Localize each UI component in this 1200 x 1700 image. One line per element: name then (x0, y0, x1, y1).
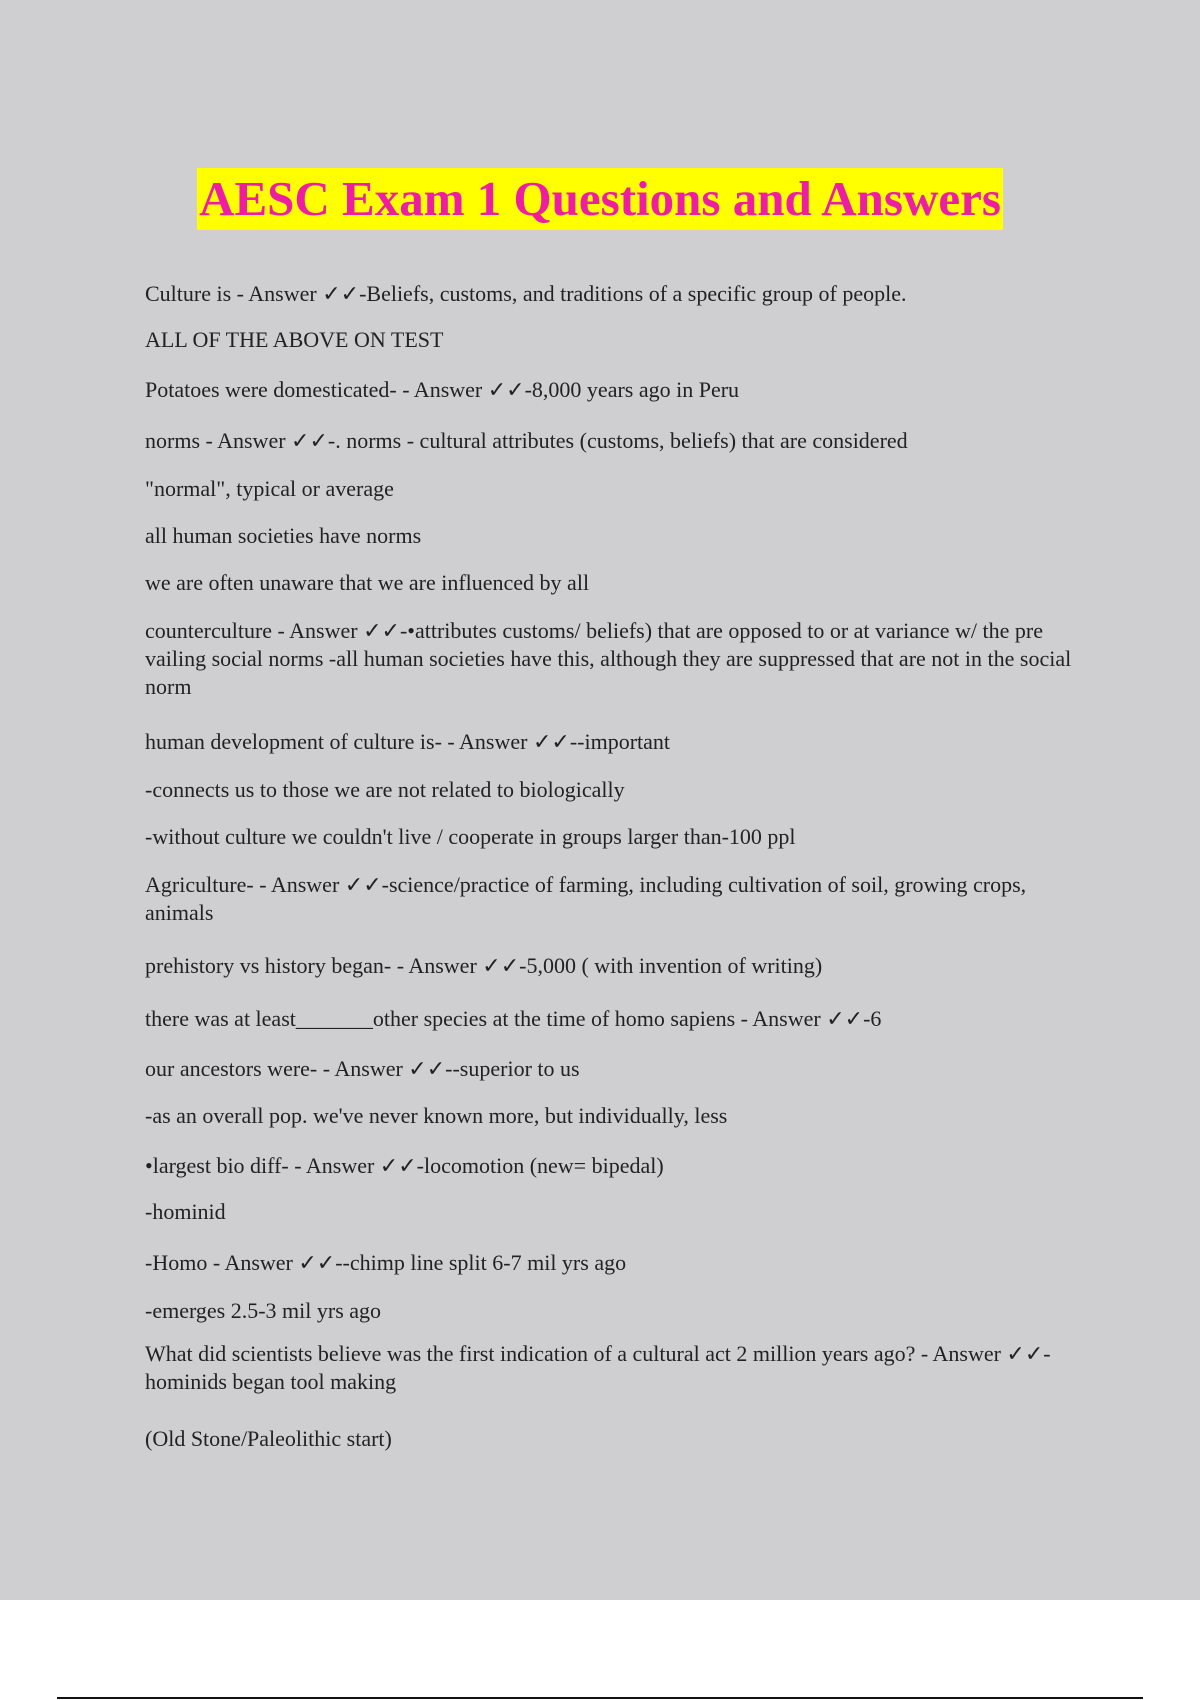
text-line-emerges: -emerges 2.5-3 mil yrs ago (145, 1298, 382, 1323)
text-line-without-culture: -without culture we couldn't live / cooperate in groups larger than-100 ppl (145, 824, 796, 849)
text-line-all-above: ALL OF THE ABOVE ON TEST (145, 327, 444, 352)
text-line-connects: -connects us to those we are not related to biologically (145, 777, 625, 802)
text-line-agriculture: Agriculture- - Answer ✓✓-science/practice of farming, including cultivation of soil, growing crops, animals (145, 872, 1027, 925)
text-line-homo: -Homo - Answer ✓✓--chimp line split 6-7 mil yrs ago (145, 1250, 627, 1275)
text-line-counterculture: counterculture - Answer ✓✓-•attributes customs/ beliefs) that are opposed to or at variance w/ the pre vailing social norms -all human societies have this, although they are suppressed that are not in the social norm (145, 618, 1072, 699)
document-title: AESC Exam 1 Questions and Answers (197, 168, 1003, 230)
text-line-unaware: we are often unaware that we are influenced by all (145, 570, 590, 595)
text-line-overall-pop: -as an overall pop. we've never known more, but individually, less (145, 1103, 728, 1128)
text-line-societies-norms: all human societies have norms (145, 523, 422, 548)
text-line-prehistory: prehistory vs history began- - Answer ✓✓-5,000 ( with invention of writing) (145, 953, 823, 978)
text-line-culture: Culture is - Answer ✓✓-Beliefs, customs, and traditions of a specific group of people. (145, 281, 907, 306)
text-line-potatoes: Potatoes were domesticated- - Answer ✓✓-8,000 years ago in Peru (145, 377, 740, 402)
text-line-old-stone: (Old Stone/Paleolithic start) (145, 1426, 392, 1451)
text-line-scientists: What did scientists believe was the first indication of a cultural act 2 million years ago? - Answer ✓✓-hominids began tool making (145, 1341, 1051, 1394)
text-line-ancestors: our ancestors were- - Answer ✓✓--superior to us (145, 1056, 580, 1081)
text-line-human-development: human development of culture is- - Answer ✓✓--important (145, 729, 671, 754)
footer-divider (57, 1697, 1143, 1699)
text-line-largest-bio: •largest bio diff- - Answer ✓✓-locomotion (new= bipedal) (145, 1153, 664, 1178)
text-line-hominid: -hominid (145, 1199, 226, 1224)
text-line-normal: "normal", typical or average (145, 476, 394, 501)
text-line-other-species: there was at least_______other species at the time of homo sapiens - Answer ✓✓-6 (145, 1006, 882, 1031)
text-line-norms: norms - Answer ✓✓-. norms - cultural attributes (customs, beliefs) that are considered (145, 428, 908, 453)
